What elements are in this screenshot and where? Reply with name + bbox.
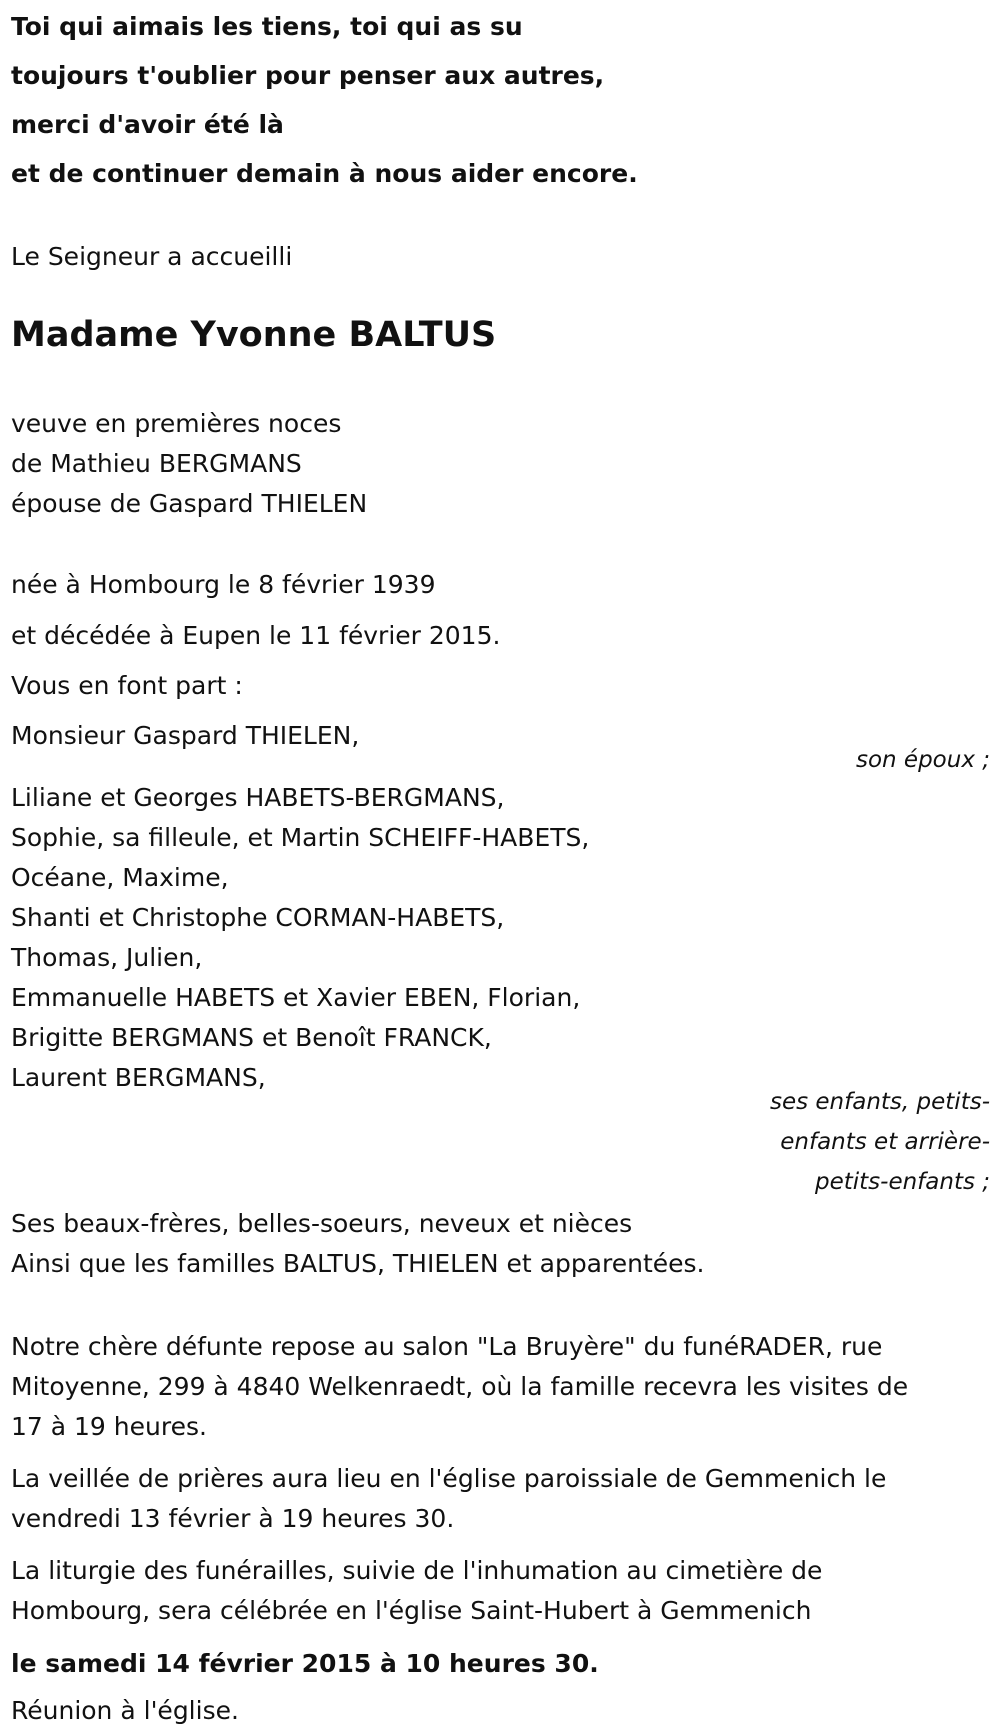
family-role-line: petits-enfants ; [814,1169,990,1195]
vigil-line: vendredi 13 février à 19 heures 30. [11,1504,455,1533]
family-list [11,778,589,1098]
relatives-line: Ainsi que les familles BALTUS, THIELEN et apparentées. [11,1249,705,1278]
poem-line: toujours t'oublier pour penser aux autres, [11,61,605,90]
relatives [11,1204,705,1284]
family-role-line: enfants et arrière- [780,1129,990,1155]
poem [11,2,638,198]
family-line: Sophie, sa filleule, et Martin SCHEIFF-HABETS, [11,823,590,852]
poem-line: et de continuer demain à nous aider encore. [11,159,638,188]
repose-line: Mitoyenne, 299 à 4840 Welkenraedt, où la famille recevra les visites de [11,1372,909,1401]
spouse-name: Monsieur Gaspard THIELEN, [11,721,360,750]
family-line: Brigitte BERGMANS et Benoît FRANCK, [11,1023,492,1052]
marital-line: veuve en premières noces [11,409,342,438]
relatives-line: Ses beaux-frères, belles-soeurs, neveux et nièces [11,1209,633,1238]
family-line: Emmanuelle HABETS et Xavier EBEN, Florian, [11,983,581,1012]
liturgy-paragraph [11,1551,822,1631]
family-line: Thomas, Julien, [11,943,203,972]
marital-status [11,404,367,524]
meeting-text: Réunion à l'église. [11,1696,239,1725]
repose-line: 17 à 19 heures. [11,1412,207,1441]
repose-paragraph [11,1327,908,1447]
death-text: et décédée à Eupen le 11 février 2015. [11,621,501,650]
vigil-line: La veillée de prières aura lieu en l'église paroissiale de Gemmenich le [11,1464,887,1493]
vigil-paragraph [11,1459,886,1539]
family-line: Océane, Maxime, [11,863,229,892]
family-line: Liliane et Georges HABETS-BERGMANS, [11,783,505,812]
intro-text: Le Seigneur a accueilli [11,242,293,271]
spouse-role: son époux ; [855,747,990,773]
marital-line: épouse de Gaspard THIELEN [11,489,368,518]
funeral-date: le samedi 14 février 2015 à 10 heures 30. [11,1649,599,1678]
liturgy-line: La liturgie des funérailles, suivie de l'inhumation au cimetière de [11,1556,823,1585]
marital-line: de Mathieu BERGMANS [11,449,302,478]
birth-text: née à Hombourg le 8 février 1939 [11,570,436,599]
family-line: Shanti et Christophe CORMAN-HABETS, [11,903,505,932]
family-role [770,1082,990,1202]
poem-line: Toi qui aimais les tiens, toi qui as su [11,12,523,41]
family-line: Laurent BERGMANS, [11,1063,266,1092]
poem-line: merci d'avoir été là [11,110,284,139]
deceased-name: Madame Yvonne BALTUS [11,315,497,355]
family-role-line: ses enfants, petits- [769,1089,990,1115]
liturgy-line: Hombourg, sera célébrée en l'église Saint-Hubert à Gemmenich [11,1596,812,1625]
repose-line: Notre chère défunte repose au salon "La Bruyère" du funéRADER, rue [11,1332,883,1361]
announce-text: Vous en font part : [11,671,243,700]
